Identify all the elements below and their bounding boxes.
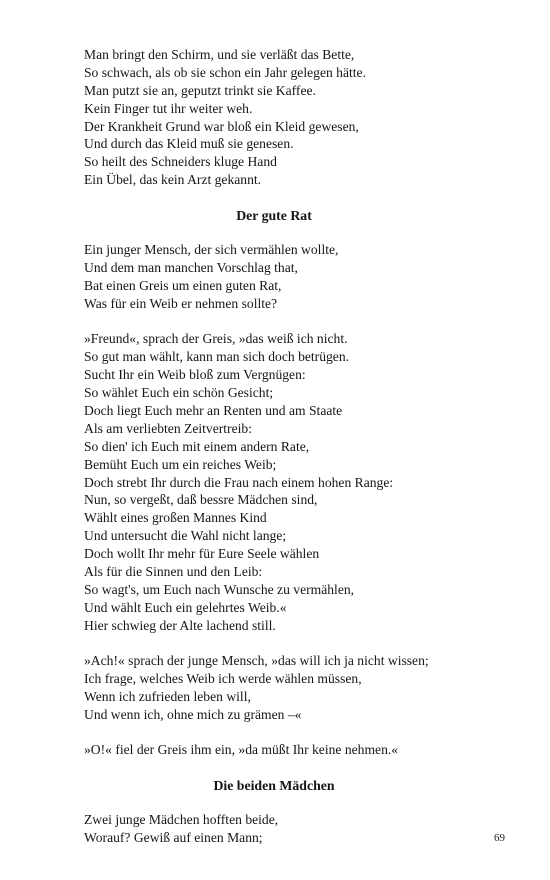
verse-line: So wagt's, um Euch nach Wunsche zu vermählen, [84,581,355,597]
page-text [84,46,514,865]
verse-line: Der Krankheit Grund war bloß ein Kleid gewesen, [84,118,359,134]
poem-title-der-gute-rat: Der gute Rat [236,207,312,223]
stanza [84,652,514,724]
verse-line: Und wählt Euch ein gelehrtes Weib.« [84,599,287,615]
verse-line: Und dem man manchen Vorschlag that, [84,260,298,276]
verse-line: Man putzt sie an, geputzt trinkt sie Kaffee. [84,82,316,98]
verse-line: Und untersucht die Wahl nicht lange; [84,528,287,544]
verse-line: Doch liegt Euch mehr an Renten und am Staate [84,402,343,418]
verse-line: Hier schwieg der Alte lachend still. [84,617,276,633]
stanza [84,741,514,759]
verse-line: Wählt eines großen Mannes Kind [84,510,267,526]
verse-line: Zwei junge Mädchen hofften beide, [84,812,279,828]
verse-line: Als für die Sinnen und den Leib: [84,563,263,579]
verse-line: So dien' ich Euch mit einem andern Rate, [84,438,310,454]
verse-line: Ein Übel, das kein Arzt gekannt. [84,172,262,188]
verse-line: So gut man wählt, kann man sich doch betrügen. [84,349,350,365]
verse-line: »Ach!« sprach der junge Mensch, »das will ich ja nicht wissen; [84,653,429,669]
verse-line: Bemüht Euch um ein reiches Weib; [84,456,277,472]
verse-line: Was für ein Weib er nehmen sollte? [84,295,278,311]
verse-line: Sucht Ihr ein Weib bloß zum Vergnügen: [84,367,306,383]
page-number: 69 [494,832,505,844]
stanza [84,241,514,313]
verse-line: Worauf? Gewiß auf einen Mann; [84,830,263,846]
verse-line: Kein Finger tut ihr weiter weh. [84,100,253,116]
verse-line: Ich frage, welches Weib ich werde wählen müssen, [84,671,362,686]
stanza [84,811,514,847]
verse-line: Man bringt den Schirm, und sie verläßt das Bette, [84,47,355,62]
verse-line: Doch wollt Ihr mehr für Eure Seele wählen [84,546,320,562]
verse-line: Als am verliebten Zeitvertreib: [84,420,252,436]
verse-line: Ein junger Mensch, der sich vermählen wollte, [84,242,339,258]
verse-line: Nun, so vergeßt, daß bessre Mädchen sind, [84,492,318,508]
verse-line: So heilt des Schneiders kluge Hand [84,154,277,170]
verse-line: So wählet Euch ein schön Gesicht; [84,385,274,401]
poem-title-die-beiden-maedchen: Die beiden Mädchen [213,777,335,793]
verse-line: Bat einen Greis um einen guten Rat, [84,278,282,293]
verse-line: »O!« fiel der Greis ihm ein, »da müßt Ihr keine nehmen.« [84,742,399,758]
stanza [84,330,514,634]
verse-line: So schwach, als ob sie schon ein Jahr gelegen hätte. [84,64,366,80]
verse-line: Wenn ich zufrieden leben will, [84,688,251,704]
intro-stanza [84,46,514,189]
verse-line: »Freund«, sprach der Greis, »das weiß ich nicht. [84,331,348,347]
verse-line: Und wenn ich, ohne mich zu grämen –« [84,706,302,722]
verse-line: Doch strebt Ihr durch die Frau nach einem hohen Range: [84,474,394,490]
verse-line: Und durch das Kleid muß sie genesen. [84,136,294,152]
